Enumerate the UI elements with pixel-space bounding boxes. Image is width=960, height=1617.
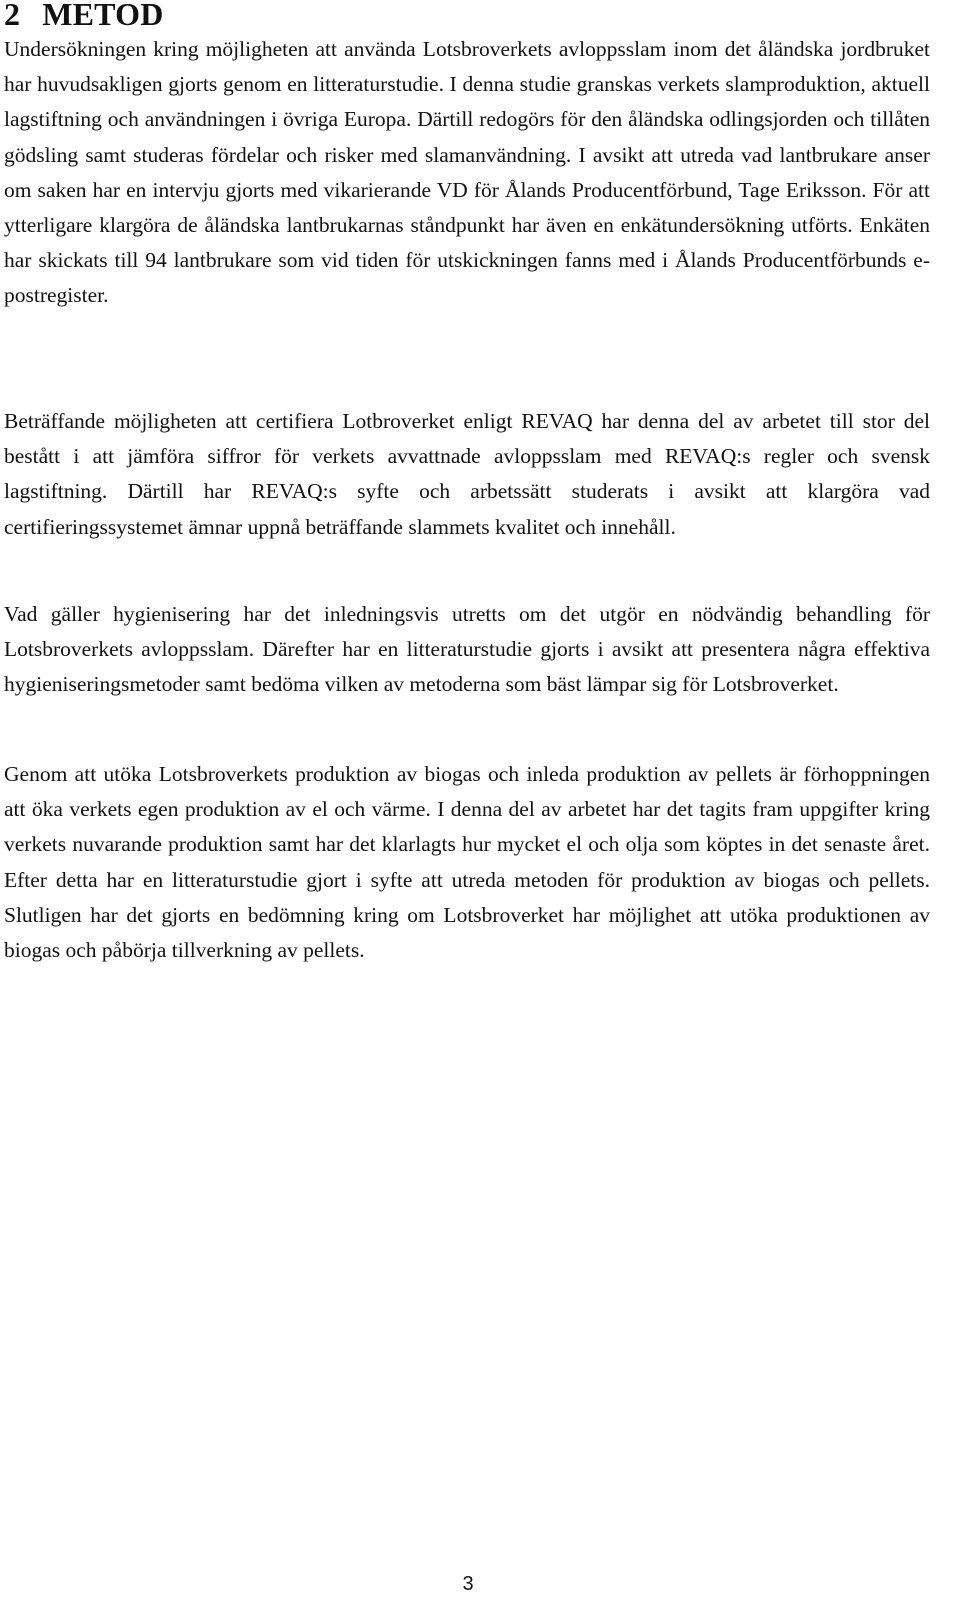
section-title: METOD xyxy=(42,0,164,32)
paragraph-method-overview: Undersökningen kring möjligheten att använda Lotsbroverkets avloppsslam inom det åländska jordbruket har huvudsakligen gjorts genom en litteraturstudie. I denna studie granskas verkets slamproduktion, aktuell lagstiftning och användningen i övriga Europa. Därtill redogörs för den åländska odlingsjorden och tillåten gödsling samt studeras fördelar och risker med slamanvändning. I avsikt att utreda vad lantbrukare anser om saken har en intervju gjorts med vikarierande VD för Ålands Producentförbund, Tage Eriksson. För att ytterligare klargöra de åländska lantbrukarnas ståndpunkt har även en enkätundersökning utförts. Enkäten har skickats till 94 lantbrukare som vid tiden för utskickningen fanns med i Ålands Producentförbunds e-postregister. xyxy=(4,37,930,308)
paragraph-biogas-pellets: Genom att utöka Lotsbroverkets produktion av biogas och inleda produktion av pellets är förhoppningen att öka verkets egen produktion av el och värme. I denna del av arbetet har det tagits fram uppgifter kring verkets nuvarande produktion samt har det klarlagts hur mycket el och olja som köptes in det senaste året. Efter detta har en litteraturstudie gjort i syfte att utreda metoden för produktion av biogas och pellets. Slutligen har det gjorts en bedömning kring om Lotsbroverket har möjlighet att utöka produktionen av biogas och påbörja tillverkning av pellets. xyxy=(4,762,930,963)
section-number: 2 xyxy=(4,0,21,32)
page-number: 3 xyxy=(462,1573,474,1595)
section-heading xyxy=(4,0,164,32)
paragraph-hygienisation: Vad gäller hygienisering har det inledningsvis utretts om det utgör en nödvändig behandling för Lotsbroverkets avloppsslam. Därefter har en litteraturstudie gjorts i avsikt att presentera några effektiva hygieniseringsmetoder samt bedöma vilken av metoderna som bäst lämpar sig för Lotsbroverket. xyxy=(4,602,930,697)
paragraph-revaq-certification: Beträffande möjligheten att certifiera Lotbroverket enligt REVAQ har denna del av arbetet till stor del bestått i att jämföra siffror för verkets avvattnade avloppsslam med REVAQ:s regler och svensk lagstiftning. Därtill har REVAQ:s syfte och arbetssätt studerats i avsikt att klargöra vad certifieringssystemet ämnar uppnå beträffande slammets kvalitet och innehåll. xyxy=(4,409,930,539)
